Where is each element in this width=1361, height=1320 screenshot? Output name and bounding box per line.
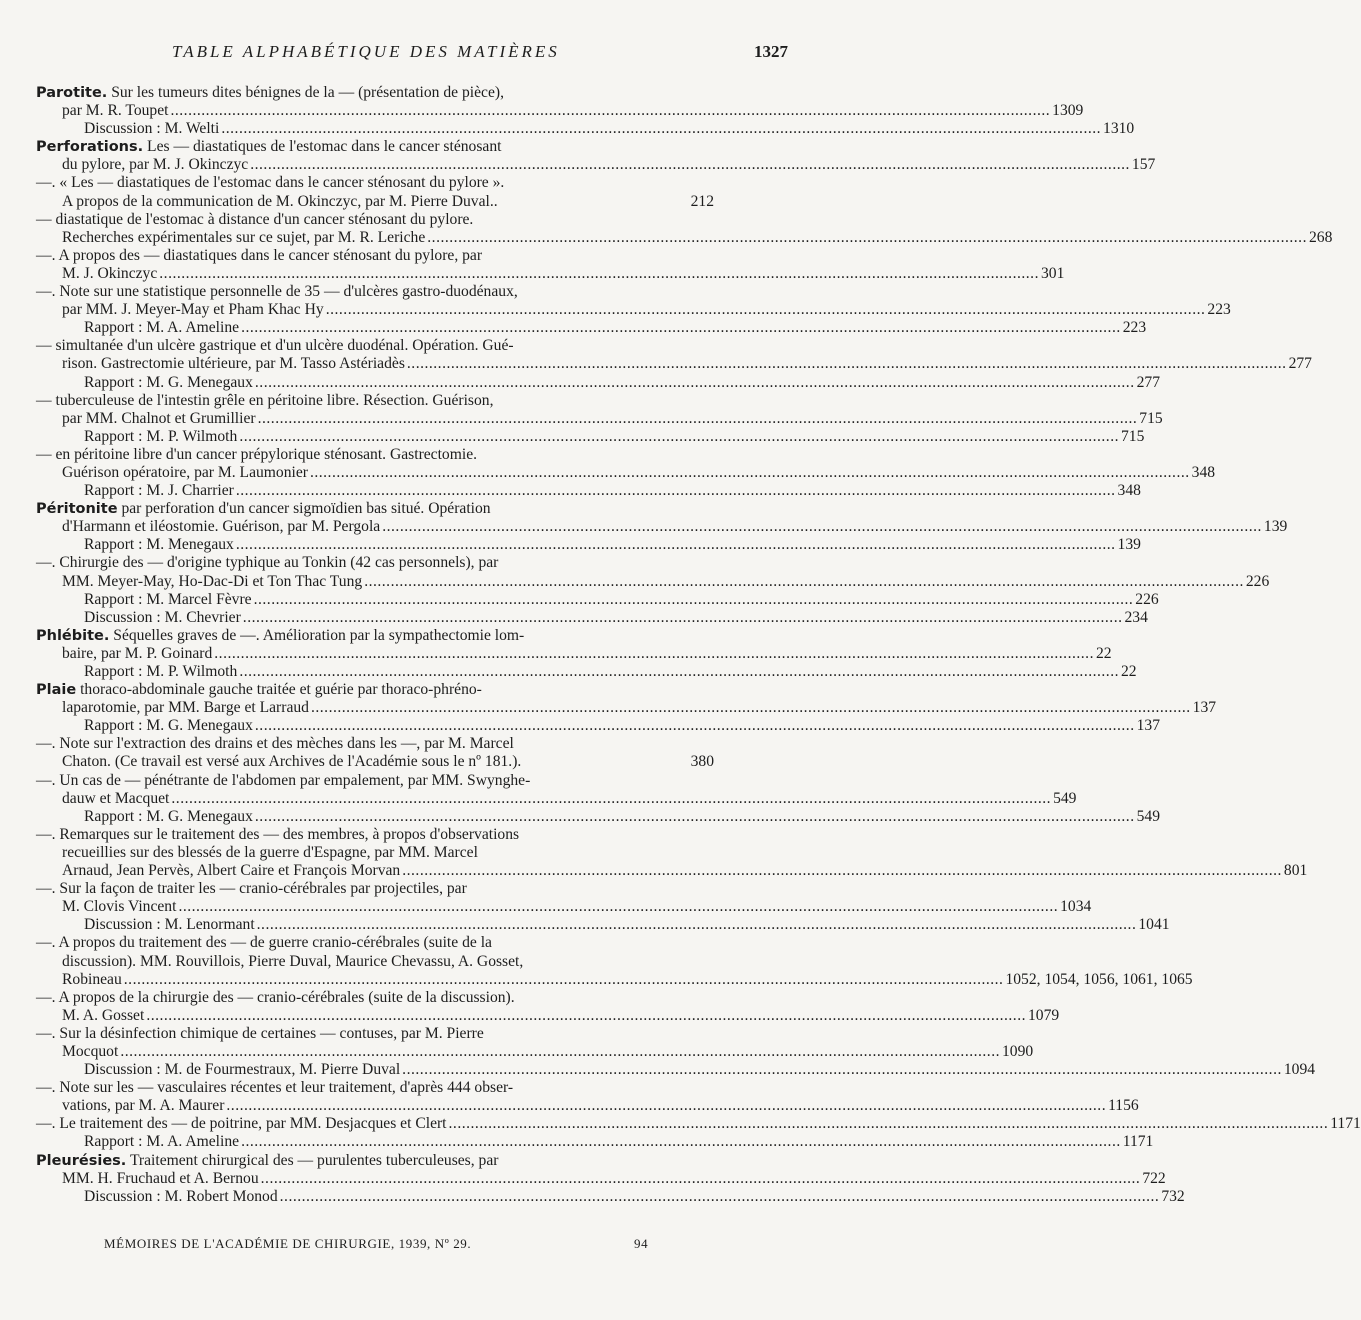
dot-leader: ........................................................................................................................................................................................................ <box>178 898 1059 916</box>
entry-text-wrap <box>36 735 514 753</box>
entry-page-ref: 139 <box>1263 518 1288 536</box>
entry-text-wrap <box>36 681 482 699</box>
entry-text: —. A propos de la chirurgie des — cranio-cérébrales (suite de la discussion). <box>36 988 515 1006</box>
entry-line <box>36 970 1193 989</box>
entry-page-ref: 732 <box>1161 1187 1185 1205</box>
entry-text: —. Chirurgie des — d'origine typhique au Tonkin (42 cas personnels), par <box>36 554 499 572</box>
entry-line <box>36 699 1217 717</box>
entry-text: —. « Les — diastatiques de l'estomac dans le cancer sténosant du pylore ». <box>36 174 505 192</box>
dot-leader: ........................................................................................................................................................................................................ <box>146 1006 1026 1024</box>
page-footer <box>104 1236 664 1252</box>
dot-leader: ........................................................................................................................................................................................................ <box>257 409 1138 427</box>
entry-line <box>36 247 714 265</box>
index-entry <box>36 84 1135 138</box>
entry-text: Rapport : M. A. Ameline <box>84 1133 240 1151</box>
entry-line <box>36 789 1077 808</box>
dot-leader: ........................................................................................................................................................................................................ <box>170 102 1051 120</box>
entry-text: —. A propos des — diastatiques dans le cancer sténosant du pylore, par <box>36 246 483 264</box>
entry-line <box>36 590 1159 609</box>
entry-text-wrap <box>36 211 473 229</box>
entry-line <box>36 934 714 952</box>
page-header <box>0 38 800 68</box>
entry-text-wrap <box>84 717 253 735</box>
entry-text-wrap <box>84 374 253 392</box>
entry-line <box>36 84 714 102</box>
entry-page-ref: 226 <box>1245 572 1270 590</box>
index-entry <box>36 626 1137 681</box>
entry-text-wrap <box>62 898 176 916</box>
entry-text: Arnaud, Jean Pervès, Albert Caire et François Morvan <box>62 862 401 880</box>
entry-line <box>36 463 1216 482</box>
entry-text-wrap <box>84 808 253 826</box>
footer-page-number: 94 <box>634 1236 649 1251</box>
entry-page-ref: 157 <box>1131 156 1156 174</box>
entry-line <box>36 753 714 771</box>
entry-text-wrap <box>62 1170 259 1188</box>
index-entry <box>36 174 714 210</box>
entry-text: rison. Gastrectomie ultérieure, par M. Tasso Astériadès <box>62 355 405 373</box>
entry-text-wrap <box>84 428 237 446</box>
index-entry <box>36 138 1156 174</box>
entry-text-wrap <box>62 1007 144 1025</box>
entry-text-wrap <box>62 699 309 717</box>
entry-text: —. Note sur une statistique personnelle de 35 — d'ulcères gastro-duodénaux, <box>36 283 518 301</box>
entry-line <box>36 500 714 518</box>
entry-text-wrap <box>62 1097 224 1115</box>
entry-line <box>36 193 714 211</box>
entry-text: — diastatique de l'estomac à distance d'un cancer sténosant du pylore. <box>36 210 474 228</box>
entry-line <box>36 373 1160 392</box>
entry-text: Rapport : M. Menegaux <box>84 536 234 554</box>
index-entry <box>36 681 1217 735</box>
dot-leader: ........................................................................................................................................................................................................ <box>325 301 1206 319</box>
entry-line <box>36 826 714 844</box>
entry-line <box>36 536 1141 554</box>
dot-leader: ........................................................................................................................................................................................................ <box>235 482 1116 500</box>
entry-text: Discussion : M. Lenormant <box>84 916 255 934</box>
entry-line <box>36 1152 714 1170</box>
entry-page-ref: 1094 <box>1283 1061 1316 1079</box>
entry-text-wrap <box>84 482 234 500</box>
entry-text-wrap <box>36 627 524 645</box>
entry-page-ref: 301 <box>1040 264 1065 282</box>
entry-line <box>36 989 714 1007</box>
entry-line <box>36 1025 714 1043</box>
entry-text: Robineau <box>62 970 122 988</box>
entry-text: par perforation d'un cancer sigmoïdien bas situé. Opération <box>117 500 491 518</box>
entry-line <box>36 554 714 572</box>
entry-page-ref: 277 <box>1288 355 1312 373</box>
entry-heading: Perforations. <box>36 139 144 156</box>
entry-page-ref: 1034 <box>1060 898 1092 916</box>
entry-line <box>36 772 714 790</box>
dot-leader: ........................................................................................................................................................................................................ <box>406 355 1287 373</box>
entry-text: d'Harmann et iléostomie. Guérison, par M. Pergola <box>62 518 381 536</box>
entry-page-ref: 268 <box>1308 228 1333 246</box>
entry-text-wrap <box>36 446 477 464</box>
entry-text-wrap <box>62 229 425 247</box>
entry-text-wrap <box>62 971 122 989</box>
index-entries <box>36 84 1361 1206</box>
dot-leader: ........................................................................................................................................................................................................ <box>235 536 1116 554</box>
entry-text-wrap <box>84 536 234 554</box>
entry-heading: Pleurésies. <box>36 1152 127 1169</box>
entry-page-ref: 1171 <box>1330 1115 1361 1133</box>
entry-text: thoraco-abdominale gauche traitée et guérie par thoraco-phréno- <box>76 681 482 699</box>
entry-line <box>36 862 1308 880</box>
entry-line <box>36 644 1112 663</box>
dot-leader: ........................................................................................................................................................................................................ <box>241 1133 1121 1151</box>
entry-heading: Plaie <box>36 682 77 699</box>
entry-text-wrap <box>62 410 256 428</box>
entry-line <box>36 1169 1166 1188</box>
dot-leader: ........................................................................................................................................................................................................ <box>120 1042 1000 1060</box>
entry-text-wrap <box>62 193 498 211</box>
entry-text-wrap <box>36 500 491 518</box>
entry-line <box>36 681 714 699</box>
entry-text: Discussion : M. Welti <box>84 120 220 138</box>
entry-text: M. Clovis Vincent <box>62 898 177 916</box>
entry-text-wrap <box>36 554 498 572</box>
entry-line <box>36 228 1333 247</box>
entry-line <box>36 392 714 410</box>
entry-text: Chaton. (Ce travail est versé aux Archives de l'Académie sous le nº 181.). <box>62 753 522 771</box>
entry-text-wrap <box>62 753 521 771</box>
entry-text-wrap <box>36 283 518 301</box>
entry-text-wrap <box>62 265 157 283</box>
entry-line <box>36 409 1163 428</box>
entry-text-wrap <box>84 1061 400 1079</box>
dot-leader: ........................................................................................................................................................................................................ <box>310 699 1191 717</box>
entry-text: — en péritoine libre d'un cancer prépylorique sténosant. Gastrectomie. <box>36 445 478 463</box>
dot-leader: ........................................................................................................................................................................................................ <box>254 373 1135 391</box>
entry-line <box>36 1061 1316 1079</box>
index-entry <box>36 988 1060 1025</box>
dot-leader: ........................................................................................................................................................................................................ <box>427 228 1307 246</box>
index-entry <box>36 1115 1361 1151</box>
index-entry <box>36 391 1163 446</box>
dot-leader: ........................................................................................................................................................................................................ <box>241 319 1121 337</box>
entry-line <box>36 446 714 464</box>
entry-line <box>36 283 714 301</box>
journal-citation: MÉMOIRES DE L'ACADÉMIE DE CHIRURGIE, 1939, Nº 29. <box>104 1236 472 1251</box>
entry-line <box>36 1187 1185 1206</box>
entry-text-wrap <box>84 609 241 627</box>
entry-text: Rapport : M. G. Menegaux <box>84 807 253 825</box>
index-entry <box>36 880 1170 934</box>
entry-text-wrap <box>62 790 169 808</box>
dot-leader: ........................................................................................................................................................................................................ <box>253 590 1134 608</box>
entry-text: Rapport : M. J. Charrier <box>84 482 234 500</box>
dot-leader: ........................................................................................................................................................................................................ <box>250 156 1130 174</box>
dot-leader: ........................................................................................................................................................................................................ <box>221 120 1102 138</box>
entry-heading: Péritonite <box>36 501 118 518</box>
entry-text: Mocquot <box>62 1042 119 1060</box>
entry-page-ref: 380 <box>690 753 714 771</box>
entry-line <box>36 1042 1034 1061</box>
entry-text: Séquelles graves de —. Amélioration par la sympathectomie lom- <box>109 626 525 644</box>
entry-text: MM. Meyer-May, Ho-Dac-Di et Ton Thac Tung <box>62 572 363 590</box>
entry-page-ref: 549 <box>1053 789 1077 807</box>
index-entry <box>36 934 1193 988</box>
entry-text: Rapport : M. G. Menegaux <box>84 373 253 391</box>
entry-text-wrap <box>36 1115 447 1133</box>
entry-text-wrap <box>84 1133 239 1151</box>
entry-text: discussion). MM. Rouvillois, Pierre Duval, Maurice Chevassu, A. Gosset, <box>62 952 524 970</box>
entry-line <box>36 120 1135 138</box>
dot-leader: ........................................................................................................................................................................................................ <box>254 807 1135 825</box>
entry-page-ref: 226 <box>1135 590 1159 608</box>
entry-line <box>36 174 714 192</box>
entry-line <box>36 1006 1060 1025</box>
entry-text-wrap <box>36 174 504 192</box>
entry-page-ref: 715 <box>1121 427 1145 445</box>
index-entry <box>36 445 1216 500</box>
entry-line <box>36 482 1141 500</box>
entry-page-ref: 22 <box>1095 644 1112 662</box>
dot-leader: ........................................................................................................................................................................................................ <box>226 1097 1107 1115</box>
entry-text: Rapport : M. Marcel Fèvre <box>84 590 252 608</box>
entry-page-ref: 722 <box>1142 1169 1166 1187</box>
running-title: TABLE ALPHABÉTIQUE DES MATIÈRES <box>172 42 560 61</box>
entry-line <box>36 1115 1361 1133</box>
entry-page-ref: 223 <box>1122 319 1147 337</box>
entry-line <box>36 427 1145 446</box>
index-entry <box>36 554 1270 626</box>
entry-text-wrap <box>36 880 467 898</box>
entry-text: par MM. Chalnot et Grumillier <box>62 409 256 427</box>
entry-text: —. Note sur les — vasculaires récentes et leur traitement, d'après 444 obser- <box>36 1079 514 1097</box>
entry-page-ref: 137 <box>1136 717 1160 735</box>
entry-page-ref: 348 <box>1117 482 1141 500</box>
entry-text: —. Un cas de — pénétrante de l'abdomen par empalement, par MM. Swynghe- <box>36 771 531 789</box>
index-entry <box>36 1024 1316 1079</box>
dot-leader: ........................................................................................................................................................................................................ <box>402 1061 1282 1079</box>
dot-leader: ........................................................................................................................................................................................................ <box>171 789 1052 807</box>
entry-line <box>36 156 1156 174</box>
entry-line <box>36 1079 714 1097</box>
entry-text-wrap <box>36 247 482 265</box>
entry-text-wrap <box>62 953 523 971</box>
dot-leader: ........................................................................................................................................................................................................ <box>242 608 1123 626</box>
entry-line <box>36 663 1137 681</box>
entry-text-wrap <box>36 826 519 844</box>
entry-heading: Phlébite. <box>36 627 110 644</box>
index-entry <box>36 1151 1185 1206</box>
entry-text-wrap <box>84 120 219 138</box>
entry-page-ref: 1052, 1054, 1056, 1061, 1065 <box>1005 970 1193 988</box>
entry-text-wrap <box>62 518 380 536</box>
dot-leader: ........................................................................................................................................................................................................ <box>254 717 1135 735</box>
index-entry <box>36 246 1065 283</box>
entry-text-wrap <box>84 591 252 609</box>
entry-line <box>36 608 1148 627</box>
entry-text-wrap <box>62 301 324 319</box>
entry-page-ref: 348 <box>1191 463 1216 481</box>
entry-line <box>36 211 714 229</box>
entry-text-wrap <box>84 916 255 934</box>
entry-line <box>36 735 714 753</box>
entry-text: Traitement chirurgical des — purulentes tuberculeuses, par <box>126 1151 499 1169</box>
entry-page-ref: 1310 <box>1103 120 1135 138</box>
entry-page-ref: 1171 <box>1122 1133 1154 1151</box>
entry-page-ref: 277 <box>1136 373 1160 391</box>
entry-text-wrap <box>84 663 237 681</box>
entry-text: Rapport : M. P. Wilmoth <box>84 427 238 445</box>
dot-leader: ........................................................................................................................................................................................................ <box>239 427 1119 445</box>
index-entry <box>36 735 714 771</box>
dot-leader: ........................................................................................................................................................................................................ <box>159 264 1039 282</box>
entry-text-wrap <box>62 1043 118 1061</box>
entry-text: — tuberculeuse de l'intestin grêle en péritoine libre. Résection. Guérison, <box>36 391 494 409</box>
entry-page-ref: 1041 <box>1138 916 1170 934</box>
page-number: 1327 <box>754 42 788 61</box>
dot-leader: ........................................................................................................................................................................................................ <box>382 518 1262 536</box>
entry-text: —. Remarques sur le traitement des — des membres, à propos d'observations <box>36 825 520 843</box>
entry-page-ref: 1090 <box>1002 1042 1034 1060</box>
entry-text-wrap <box>62 844 478 862</box>
entry-heading: Parotite. <box>36 85 108 101</box>
entry-text-wrap <box>36 989 515 1007</box>
entry-page-ref: 223 <box>1207 301 1231 319</box>
entry-text: M. A. Gosset <box>62 1006 145 1024</box>
index-entry <box>36 771 1160 826</box>
entry-line <box>36 880 714 898</box>
dot-leader: ........................................................................................................................................................................................................ <box>256 916 1137 934</box>
dot-leader: ........................................................................................................................................................................................................ <box>402 862 1282 880</box>
index-entry <box>36 825 1308 880</box>
entry-text-wrap <box>36 138 501 156</box>
entry-text-wrap <box>36 934 492 952</box>
entry-text: Les — diastatiques de l'estomac dans le cancer sténosant <box>143 138 502 156</box>
entry-line <box>36 264 1065 283</box>
entry-text: par MM. J. Meyer-May et Pham Khac Hy <box>62 301 324 319</box>
dot-leader: ........................................................................................................................................................................................................ <box>260 1169 1141 1187</box>
entry-text: —. Sur la désinfection chimique de certaines — contuses, par M. Pierre <box>36 1024 484 1042</box>
dot-leader: ........................................................................................................................................................................................................ <box>364 572 1244 590</box>
dot-leader: ........................................................................................................................................................................................................ <box>279 1187 1160 1205</box>
entry-line <box>36 355 1312 373</box>
entry-line <box>36 138 714 156</box>
index-entry <box>36 337 1312 391</box>
entry-text: par M. R. Toupet <box>62 102 169 120</box>
entry-line <box>36 572 1270 591</box>
entry-line <box>36 898 1092 916</box>
dot-leader: ........................................................................................................................................................................................................ <box>123 970 1004 988</box>
entry-text-wrap <box>84 1188 278 1206</box>
entry-page-ref: 1309 <box>1052 102 1084 120</box>
entry-text-wrap <box>36 772 530 790</box>
entry-text-wrap <box>36 337 514 355</box>
entry-page-ref: 1156 <box>1108 1097 1139 1115</box>
index-entry <box>36 210 1333 247</box>
entry-text: baire, par M. P. Goinard <box>62 644 213 662</box>
dot-leader: ........................................................................................................................................................................................................ <box>214 644 1094 662</box>
entry-text: Rapport : M. A. Ameline <box>84 319 240 337</box>
entry-text: du pylore, par M. J. Okinczyc <box>62 156 249 174</box>
entry-text-wrap <box>36 1025 484 1043</box>
entry-text-wrap <box>36 1152 498 1170</box>
entry-text: Discussion : M. Robert Monod <box>84 1187 278 1205</box>
entry-line <box>36 301 1231 319</box>
entry-text-wrap <box>36 84 504 102</box>
entry-text-wrap <box>62 862 400 880</box>
entry-line <box>36 337 714 355</box>
entry-text: Recherches expérimentales sur ce sujet, par M. R. Leriche <box>62 228 426 246</box>
dot-leader: ........................................................................................................................................................................................................ <box>239 663 1119 680</box>
entry-text: Sur les tumeurs dites bénignes de la — (présentation de pièce), <box>107 84 504 101</box>
entry-page-ref: 22 <box>1121 663 1137 680</box>
entry-text-wrap <box>62 645 212 663</box>
entry-text-wrap <box>62 156 248 174</box>
entry-text: Discussion : M. Chevrier <box>84 608 241 626</box>
entry-line <box>36 319 1147 337</box>
entry-line <box>36 1097 1139 1115</box>
entry-text-wrap <box>36 1079 513 1097</box>
entry-text: — simultanée d'un ulcère gastrique et d'un ulcère duodénal. Opération. Gué- <box>36 337 514 355</box>
entry-text: Guérison opératoire, par M. Laumonier <box>62 463 308 481</box>
entry-text-wrap <box>62 102 168 120</box>
entry-text-wrap <box>62 464 308 482</box>
entry-text: —. Sur la façon de traiter les — cranio-cérébrales par projectiles, par <box>36 880 467 898</box>
dot-leader: ........................................................................................................................................................................................................ <box>309 463 1190 481</box>
entry-line <box>36 807 1160 826</box>
entry-line <box>36 1133 1154 1151</box>
entry-text: Rapport : M. G. Menegaux <box>84 717 253 735</box>
entry-text: vations, par M. A. Maurer <box>62 1097 225 1115</box>
entry-line <box>36 953 714 971</box>
index-entry <box>36 500 1288 554</box>
entry-page-ref: 801 <box>1283 862 1308 880</box>
index-entry <box>36 1079 1139 1115</box>
entry-text: MM. H. Fruchaud et A. Bernou <box>62 1169 259 1187</box>
entry-page-ref: 139 <box>1117 536 1141 554</box>
entry-page-ref: 137 <box>1192 699 1217 717</box>
entry-text: Rapport : M. P. Wilmoth <box>84 663 238 680</box>
entry-line <box>36 102 1084 120</box>
entry-page-ref: 212 <box>690 192 714 210</box>
index-entry <box>36 283 1231 337</box>
entry-page-ref: 549 <box>1136 807 1160 825</box>
entry-page-ref: 234 <box>1124 608 1148 626</box>
entry-line <box>36 717 1160 735</box>
entry-text: laparotomie, par MM. Barge et Larraud <box>62 699 309 717</box>
dot-leader: ........................................................................................................................................................................................................ <box>448 1115 1329 1133</box>
entry-text: —. A propos du traitement des — de guerre cranio-cérébrales (suite de la <box>36 934 492 952</box>
entry-text-wrap <box>62 355 405 373</box>
entry-line <box>36 627 714 645</box>
entry-text: dauw et Macquet <box>62 789 170 807</box>
entry-text-wrap <box>84 319 239 337</box>
entry-text: —. Note sur l'extraction des drains et des mèches dans les —, par M. Marcel <box>36 735 514 753</box>
entry-text: A propos de la communication de M. Okinczyc, par M. Pierre Duval.. <box>62 192 498 210</box>
entry-text-wrap <box>62 573 362 591</box>
entry-page-ref: 1079 <box>1028 1006 1060 1024</box>
entry-text: —. Le traitement des — de poitrine, par MM. Desjacques et Clert <box>36 1115 447 1133</box>
entry-text-wrap <box>36 392 494 410</box>
entry-line <box>36 916 1170 934</box>
entry-page-ref: 715 <box>1139 409 1163 427</box>
entry-text: recueillies sur des blessés de la guerre d'Espagne, par MM. Marcel <box>62 843 478 861</box>
entry-line <box>36 844 714 862</box>
entry-text: M. J. Okinczyc <box>62 264 158 282</box>
entry-text: Discussion : M. de Fourmestraux, M. Pierre Duval <box>84 1061 401 1079</box>
entry-line <box>36 518 1288 536</box>
